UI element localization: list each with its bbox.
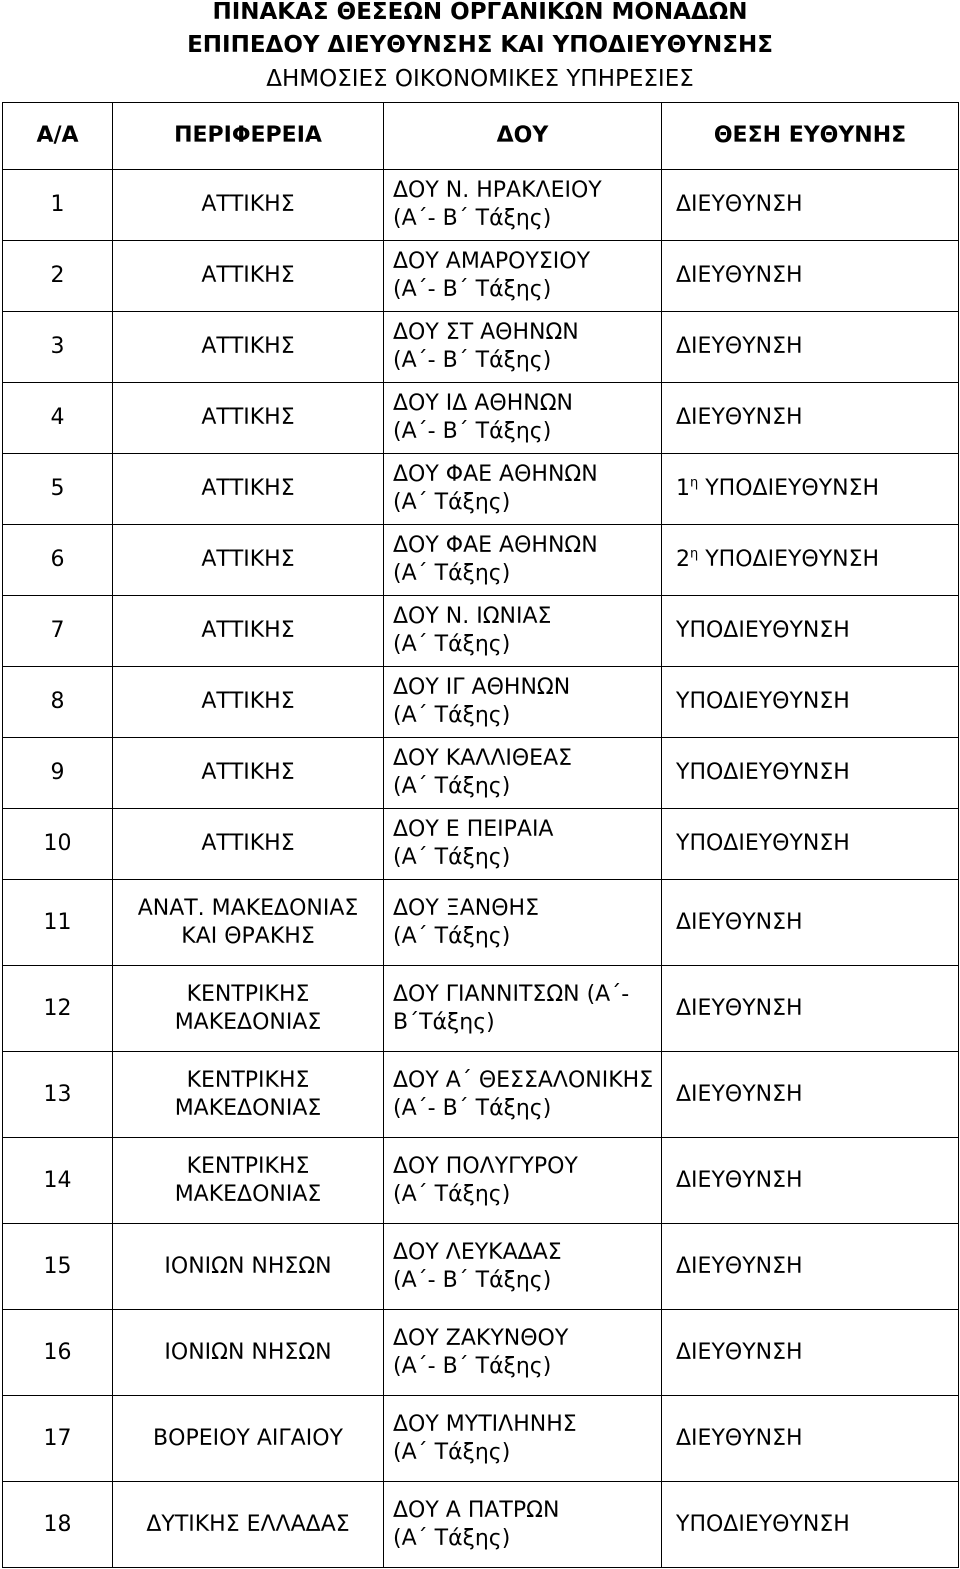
position-cell (662, 525, 959, 596)
table-row (3, 1310, 959, 1396)
region-line: ΚΕΝΤΡΙΚΗΣ (186, 1153, 310, 1179)
doy-cell (384, 383, 662, 454)
table-row (3, 525, 959, 596)
table-row (3, 1138, 959, 1224)
region-line: ΑΤΤΙΚΗΣ (201, 618, 295, 643)
region-line: ΜΑΚΕΔΟΝΙΑΣ (174, 1095, 322, 1121)
position-cell (662, 454, 959, 525)
doy-line: (Α΄ Τάξης) (393, 1181, 511, 1207)
position-cell (662, 1052, 959, 1138)
row-number: 4 (3, 383, 113, 454)
region-cell (113, 667, 384, 738)
doy-cell (384, 1310, 662, 1396)
document-title-line1: ΠΙΝΑΚΑΣ ΘΕΣΕΩΝ ΟΡΓΑΝΙΚΩΝ ΜΟΝΑΔΩΝ (212, 0, 748, 25)
position-label: ΔΙΕΥΘΥΝΣΗ (676, 909, 803, 935)
table-body (3, 170, 959, 1568)
doy-cell (384, 1052, 662, 1138)
table-row (3, 383, 959, 454)
position-cell (662, 738, 959, 809)
document-subtitle: ΔΗΜΟΣΙΕΣ ΟΙΚΟΝΟΜΙΚΕΣ ΥΠΗΡΕΣΙΕΣ (266, 66, 694, 92)
position-cell (662, 966, 959, 1052)
row-number: 12 (3, 966, 113, 1052)
doy-cell (384, 170, 662, 241)
doy-line: ΔΟΥ Α ΠΑΤΡΩΝ (393, 1497, 560, 1523)
row-number: 7 (3, 596, 113, 667)
doy-line: (Α΄ Τάξης) (393, 1439, 511, 1465)
doy-line: ΔΟΥ Α΄ ΘΕΣΣΑΛΟΝΙΚΗΣ (393, 1067, 654, 1093)
doy-cell (384, 454, 662, 525)
table-row (3, 312, 959, 383)
region-cell (113, 738, 384, 809)
position-label: ΥΠΟΔΙΕΥΘΥΝΣΗ (676, 760, 850, 785)
position-label: ΥΠΟΔΙΕΥΘΥΝΣΗ (698, 547, 880, 572)
doy-line: (Α΄ Τάξης) (393, 774, 511, 799)
doy-line: (Α΄- Β΄ Τάξης) (393, 277, 552, 302)
position-label: ΥΠΟΔΙΕΥΘΥΝΣΗ (676, 1511, 850, 1537)
region-cell (113, 170, 384, 241)
row-number: 6 (3, 525, 113, 596)
region-cell (113, 966, 384, 1052)
doy-line: (Α΄ Τάξης) (393, 703, 511, 728)
doy-line: ΔΟΥ ΦΑΕ ΑΘΗΝΩΝ (393, 533, 598, 558)
table-row (3, 667, 959, 738)
region-cell (113, 525, 384, 596)
row-number: 17 (3, 1396, 113, 1482)
row-number: 1 (3, 170, 113, 241)
region-line: ΙΟΝΙΩΝ ΝΗΣΩΝ (164, 1339, 332, 1365)
doy-line: ΔΟΥ ΛΕΥΚΑΔΑΣ (393, 1239, 562, 1265)
col-header-doy: ΔΟΥ (384, 103, 662, 170)
doy-line: (Α΄- Β΄ Τάξης) (393, 206, 552, 231)
row-number: 18 (3, 1482, 113, 1568)
table-row (3, 880, 959, 966)
position-ordinal: 2 (676, 547, 690, 572)
region-line: ΑΤΤΙΚΗΣ (201, 689, 295, 714)
table-row (3, 1482, 959, 1568)
doy-cell (384, 738, 662, 809)
table-row (3, 1224, 959, 1310)
region-cell (113, 596, 384, 667)
table-row (3, 809, 959, 880)
doy-cell (384, 596, 662, 667)
position-label: ΔΙΕΥΘΥΝΣΗ (676, 405, 803, 430)
doy-line: (Α΄ Τάξης) (393, 1525, 511, 1551)
position-cell (662, 1138, 959, 1224)
doy-cell (384, 1138, 662, 1224)
position-label: ΔΙΕΥΘΥΝΣΗ (676, 192, 803, 217)
region-cell (113, 1310, 384, 1396)
doy-line: (Α΄- Β΄ Τάξης) (393, 1353, 552, 1379)
row-number: 8 (3, 667, 113, 738)
table-row (3, 241, 959, 312)
doy-cell (384, 241, 662, 312)
table-row (3, 596, 959, 667)
region-line: ΑΤΤΙΚΗΣ (201, 547, 295, 572)
table-row (3, 454, 959, 525)
doy-line: ΔΟΥ ΙΓ ΑΘΗΝΩΝ (393, 675, 571, 700)
region-line: ΔΥΤΙΚΗΣ ΕΛΛΑΔΑΣ (146, 1511, 350, 1537)
region-cell (113, 1482, 384, 1568)
col-header-aa: Α/Α (3, 103, 113, 170)
col-header-region: ΠΕΡΙΦΕΡΕΙΑ (113, 103, 384, 170)
position-label: ΔΙΕΥΘΥΝΣΗ (676, 1081, 803, 1107)
position-cell (662, 1396, 959, 1482)
table-row (3, 738, 959, 809)
position-cell (662, 241, 959, 312)
row-number: 9 (3, 738, 113, 809)
position-label: ΔΙΕΥΘΥΝΣΗ (676, 995, 803, 1021)
doy-line: ΔΟΥ ΖΑΚΥΝΘΟΥ (393, 1325, 569, 1351)
position-label: ΥΠΟΔΙΕΥΘΥΝΣΗ (676, 831, 850, 856)
row-number: 10 (3, 809, 113, 880)
position-cell (662, 596, 959, 667)
doy-cell (384, 525, 662, 596)
region-cell (113, 1052, 384, 1138)
region-cell (113, 1224, 384, 1310)
doy-line: Β΄Τάξης) (393, 1009, 495, 1035)
region-cell (113, 1396, 384, 1482)
doy-line: (Α΄- Β΄ Τάξης) (393, 419, 552, 444)
region-cell (113, 454, 384, 525)
row-number: 11 (3, 880, 113, 966)
region-line: ΑΝΑΤ. ΜΑΚΕΔΟΝΙΑΣ (137, 895, 359, 921)
position-label: ΔΙΕΥΘΥΝΣΗ (676, 1425, 803, 1451)
region-line: ΜΑΚΕΔΟΝΙΑΣ (174, 1009, 322, 1035)
doy-cell (384, 1224, 662, 1310)
position-label: ΥΠΟΔΙΕΥΘΥΝΣΗ (698, 476, 880, 501)
row-number: 5 (3, 454, 113, 525)
doy-line: (Α΄ Τάξης) (393, 923, 511, 949)
position-ordinal: 1 (676, 476, 690, 501)
region-line: ΑΤΤΙΚΗΣ (201, 831, 295, 856)
row-number: 16 (3, 1310, 113, 1396)
col-header-position: ΘΕΣΗ ΕΥΘΥΝΗΣ (662, 103, 959, 170)
region-line: ΑΤΤΙΚΗΣ (201, 760, 295, 785)
position-ordinal-suffix: η (690, 475, 699, 491)
position-label: ΔΙΕΥΘΥΝΣΗ (676, 1339, 803, 1365)
doy-line: (Α΄ Τάξης) (393, 490, 511, 515)
position-cell (662, 170, 959, 241)
doy-line: (Α΄- Β΄ Τάξης) (393, 348, 552, 373)
region-line: ΑΤΤΙΚΗΣ (201, 192, 295, 217)
doy-line: ΔΟΥ ΜΥΤΙΛΗΝΗΣ (393, 1411, 577, 1437)
doy-cell (384, 1396, 662, 1482)
doy-cell (384, 667, 662, 738)
doy-line: (Α΄ Τάξης) (393, 845, 511, 870)
position-label: ΔΙΕΥΘΥΝΣΗ (676, 334, 803, 359)
position-cell (662, 312, 959, 383)
doy-cell (384, 966, 662, 1052)
region-cell (113, 383, 384, 454)
position-label: ΔΙΕΥΘΥΝΣΗ (676, 1253, 803, 1279)
doy-line: ΔΟΥ ΑΜΑΡΟΥΣΙΟΥ (393, 249, 591, 274)
doy-line: ΔΟΥ ΦΑΕ ΑΘΗΝΩΝ (393, 462, 598, 487)
table-row (3, 966, 959, 1052)
position-cell (662, 1224, 959, 1310)
doy-cell (384, 1482, 662, 1568)
position-cell (662, 1310, 959, 1396)
position-cell (662, 667, 959, 738)
doy-line: (Α΄ Τάξης) (393, 561, 511, 586)
doy-cell (384, 312, 662, 383)
region-cell (113, 880, 384, 966)
positions-table (2, 102, 959, 1568)
doy-line: (Α΄ Τάξης) (393, 632, 511, 657)
doy-line: ΔΟΥ ΣΤ ΑΘΗΝΩΝ (393, 320, 579, 345)
position-label: ΥΠΟΔΙΕΥΘΥΝΣΗ (676, 689, 850, 714)
row-number: 2 (3, 241, 113, 312)
position-cell (662, 383, 959, 454)
region-line: ΚΑΙ ΘΡΑΚΗΣ (181, 923, 315, 949)
table-row (3, 1396, 959, 1482)
doy-line: ΔΟΥ ΙΔ ΑΘΗΝΩΝ (393, 391, 573, 416)
row-number: 3 (3, 312, 113, 383)
doy-line: ΔΟΥ Ν. ΙΩΝΙΑΣ (393, 604, 552, 629)
region-line: ΑΤΤΙΚΗΣ (201, 263, 295, 288)
table-row (3, 170, 959, 241)
region-line: ΙΟΝΙΩΝ ΝΗΣΩΝ (164, 1253, 332, 1279)
position-cell (662, 809, 959, 880)
doy-cell (384, 809, 662, 880)
row-number: 13 (3, 1052, 113, 1138)
doy-line: (Α΄- Β΄ Τάξης) (393, 1095, 552, 1121)
region-line: ΑΤΤΙΚΗΣ (201, 405, 295, 430)
table-row (3, 1052, 959, 1138)
row-number: 15 (3, 1224, 113, 1310)
region-line: ΜΑΚΕΔΟΝΙΑΣ (174, 1181, 322, 1207)
position-label: ΔΙΕΥΘΥΝΣΗ (676, 263, 803, 288)
region-cell (113, 241, 384, 312)
row-number: 14 (3, 1138, 113, 1224)
doy-line: ΔΟΥ ΞΑΝΘΗΣ (393, 895, 539, 921)
position-cell (662, 1482, 959, 1568)
region-line: ΒΟΡΕΙΟΥ ΑΙΓΑΙΟΥ (153, 1425, 343, 1451)
region-line: ΑΤΤΙΚΗΣ (201, 476, 295, 501)
doy-line: ΔΟΥ Ν. ΗΡΑΚΛΕΙΟΥ (393, 178, 602, 203)
region-cell (113, 1138, 384, 1224)
region-line: ΚΕΝΤΡΙΚΗΣ (186, 981, 310, 1007)
doy-line: ΔΟΥ Ε ΠΕΙΡΑΙΑ (393, 817, 554, 842)
doy-line: ΔΟΥ ΓΙΑΝΝΙΤΣΩΝ (Α΄- (393, 981, 630, 1007)
position-label: ΔΙΕΥΘΥΝΣΗ (676, 1167, 803, 1193)
doy-line: (Α΄- Β΄ Τάξης) (393, 1267, 552, 1293)
position-label: ΥΠΟΔΙΕΥΘΥΝΣΗ (676, 618, 850, 643)
region-cell (113, 809, 384, 880)
doy-line: ΔΟΥ ΠΟΛΥΓΥΡΟΥ (393, 1153, 578, 1179)
region-line: ΑΤΤΙΚΗΣ (201, 334, 295, 359)
position-cell (662, 880, 959, 966)
region-cell (113, 312, 384, 383)
doy-line: ΔΟΥ ΚΑΛΛΙΘΕΑΣ (393, 746, 573, 771)
region-line: ΚΕΝΤΡΙΚΗΣ (186, 1067, 310, 1093)
doy-cell (384, 880, 662, 966)
table-header-row (3, 103, 959, 170)
position-ordinal-suffix: η (690, 546, 699, 562)
document-title-line2: ΕΠΙΠΕΔΟΥ ΔΙΕΥΘΥΝΣΗΣ ΚΑΙ ΥΠΟΔΙΕΥΘΥΝΣΗΣ (187, 32, 773, 58)
